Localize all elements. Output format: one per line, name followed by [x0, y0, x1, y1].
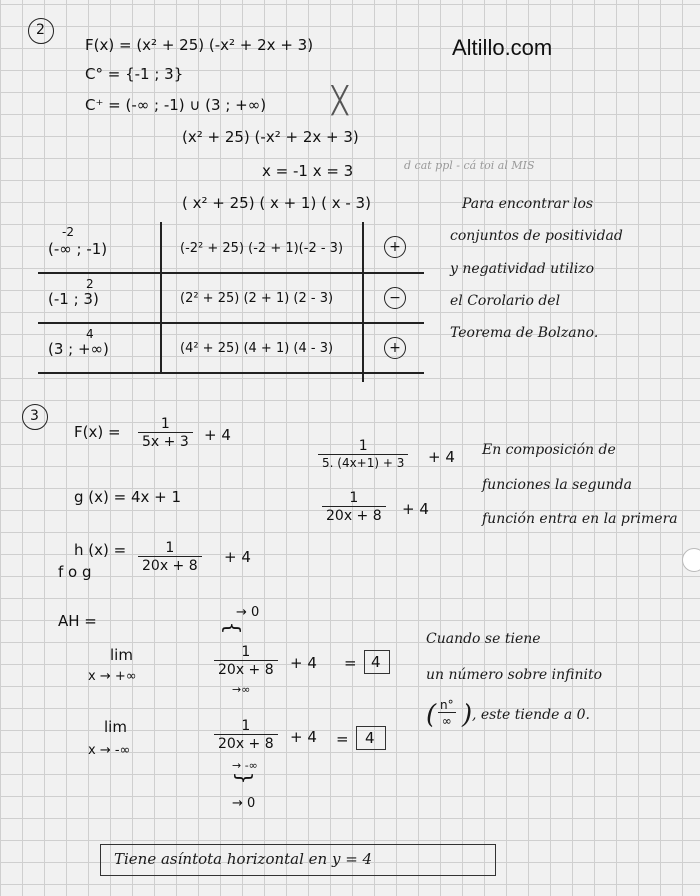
table-row-2-expression: (2² + 25) (2 + 1) (2 - 3)	[180, 291, 334, 306]
lim1-result: 4	[371, 653, 381, 671]
ex2-explanation-line-1: Para encontrar los	[462, 196, 594, 212]
ex3-f-denominator: 5x + 3	[138, 432, 193, 450]
ex3-composition-fraction-1	[318, 438, 408, 470]
lim1-denominator: 20x + 8	[214, 660, 278, 678]
limit-note-fraction-denominator: ∞	[438, 712, 456, 728]
lim2-numerator: 1	[241, 718, 251, 734]
cross-mark: ╳	[332, 86, 348, 116]
table-row-3-sign	[384, 337, 406, 359]
table-row-3-test-value: 4	[86, 327, 94, 341]
ex2-explanation-line-5: Teorema de Bolzano.	[450, 325, 599, 341]
lim1-tail: + 4	[290, 654, 317, 672]
ex3-composition-1-numerator: 1	[358, 438, 368, 454]
punch-hole	[682, 548, 700, 572]
ex3-f-label: F(x) =	[74, 423, 121, 441]
ex2-roots: x = -1 x = 3	[262, 162, 354, 180]
lim1-fraction	[214, 644, 278, 678]
ex3-h-label: h (x) =	[74, 541, 127, 559]
ex3-composition-2-denominator: 20x + 8	[322, 506, 386, 524]
ex3-f-numerator: 1	[160, 416, 170, 432]
lim1-subscript: x → +∞	[88, 669, 137, 684]
ex3-h-tail: + 4	[224, 548, 251, 566]
ex3-fog-label: f o g	[58, 563, 92, 581]
conclusion-text: Tiene asíntota horizontal en y = 4	[114, 850, 373, 868]
table-row-2-test-value: 2	[86, 277, 94, 291]
lim1-equals: =	[344, 654, 357, 672]
ex3-composition-2-numerator: 1	[349, 490, 359, 506]
lim2-subscript: x → -∞	[88, 743, 131, 758]
lim2-denominator: 20x + 8	[214, 734, 278, 752]
limit-note-fraction-numerator: n°	[440, 698, 454, 712]
ex3-h-fraction	[138, 540, 202, 574]
lim2-result: 4	[365, 729, 375, 747]
ex3-ah-label: AH =	[58, 612, 97, 630]
ex2-explanation-line-3: y negatividad utilizo	[450, 261, 595, 277]
lim1-under-arrow: →∞	[232, 683, 251, 696]
ex3-composition-note-line-3: función entra en la primera	[482, 511, 678, 527]
ex3-h-denominator: 20x + 8	[138, 556, 202, 574]
ex2-zero-set: C° = {-1 ; 3}	[85, 65, 184, 83]
table-row-3-interval: (3 ; +∞)	[48, 340, 109, 358]
lim1-top-arrow: → 0	[236, 605, 260, 620]
table-row-1-test-value: -2	[62, 225, 74, 239]
lim1-numerator: 1	[241, 644, 251, 660]
ex3-f-fraction	[138, 416, 193, 450]
table-row-3-expression: (4² + 25) (4 + 1) (4 - 3)	[180, 341, 334, 356]
ex2-explanation-line-4: el Corolario del	[450, 293, 561, 309]
limit-note-line-2: un número sobre infinito	[426, 667, 603, 683]
limit-note-line-3: , este tiende a 0.	[472, 707, 590, 723]
table-row-divider-2	[38, 322, 424, 324]
lim1-word: lim	[110, 646, 133, 664]
table-vertical-line-1	[160, 222, 162, 372]
table-row-2-interval: (-1 ; 3)	[48, 290, 99, 308]
table-row-2-sign-text: −	[389, 290, 401, 306]
exercise-3-number: 3	[30, 408, 39, 424]
ex2-factored: ( x² + 25) ( x + 1) ( x - 3)	[182, 194, 371, 212]
lim2-equals: =	[336, 730, 349, 748]
ex2-function: F(x) = (x² + 25) (-x² + 2x + 3)	[85, 36, 314, 54]
limit-note-line-1: Cuando se tiene	[426, 631, 541, 647]
ex2-side-note: d cat ppl - cá toi al MIS	[404, 159, 535, 172]
exercise-2-number: 2	[36, 22, 45, 38]
limit-note-open-paren: (	[426, 700, 437, 730]
lim2-brace: {	[230, 771, 255, 785]
watermark: Altillo.com	[452, 35, 553, 60]
ex3-composition-fraction-2	[322, 490, 386, 524]
ex3-composition-1-denominator: 5. (4x+1) + 3	[318, 454, 408, 470]
table-row-1-sign-text: +	[389, 239, 401, 255]
lim2-word: lim	[104, 718, 127, 736]
lim2-fraction	[214, 718, 278, 752]
ex3-composition-1-tail: + 4	[428, 448, 455, 466]
ex2-product: (x² + 25) (-x² + 2x + 3)	[182, 128, 359, 146]
table-row-1-sign	[384, 236, 406, 258]
table-row-1-interval: (-∞ ; -1)	[48, 240, 108, 258]
ex3-composition-2-tail: + 4	[402, 500, 429, 518]
ex3-f-tail: + 4	[204, 426, 231, 444]
lim2-tail: + 4	[290, 728, 317, 746]
ex3-g-definition: g (x) = 4x + 1	[74, 488, 182, 506]
table-bottom-line	[38, 372, 424, 374]
ex2-positive-set: C⁺ = (-∞ ; -1) ∪ (3 ; +∞)	[85, 96, 267, 114]
table-vertical-line-2	[362, 222, 364, 382]
ex2-explanation-line-2: conjuntos de positividad	[450, 228, 623, 244]
table-row-3-sign-text: +	[389, 340, 401, 356]
table-row-1-expression: (-2² + 25) (-2 + 1)(-2 - 3)	[180, 241, 344, 256]
limit-note-close-paren: )	[462, 700, 473, 730]
ex3-composition-note-line-2: funciones la segunda	[482, 477, 632, 493]
limit-note-fraction	[436, 698, 458, 728]
lim2-under-arrow: → -∞	[232, 759, 258, 772]
lim2-bottom-arrow: → 0	[232, 796, 256, 811]
ex3-h-numerator: 1	[165, 540, 175, 556]
lim1-brace: {	[220, 621, 245, 635]
table-row-divider-1	[38, 272, 424, 274]
table-row-2-sign	[384, 287, 406, 309]
ex3-composition-note-line-1: En composición de	[482, 442, 616, 458]
